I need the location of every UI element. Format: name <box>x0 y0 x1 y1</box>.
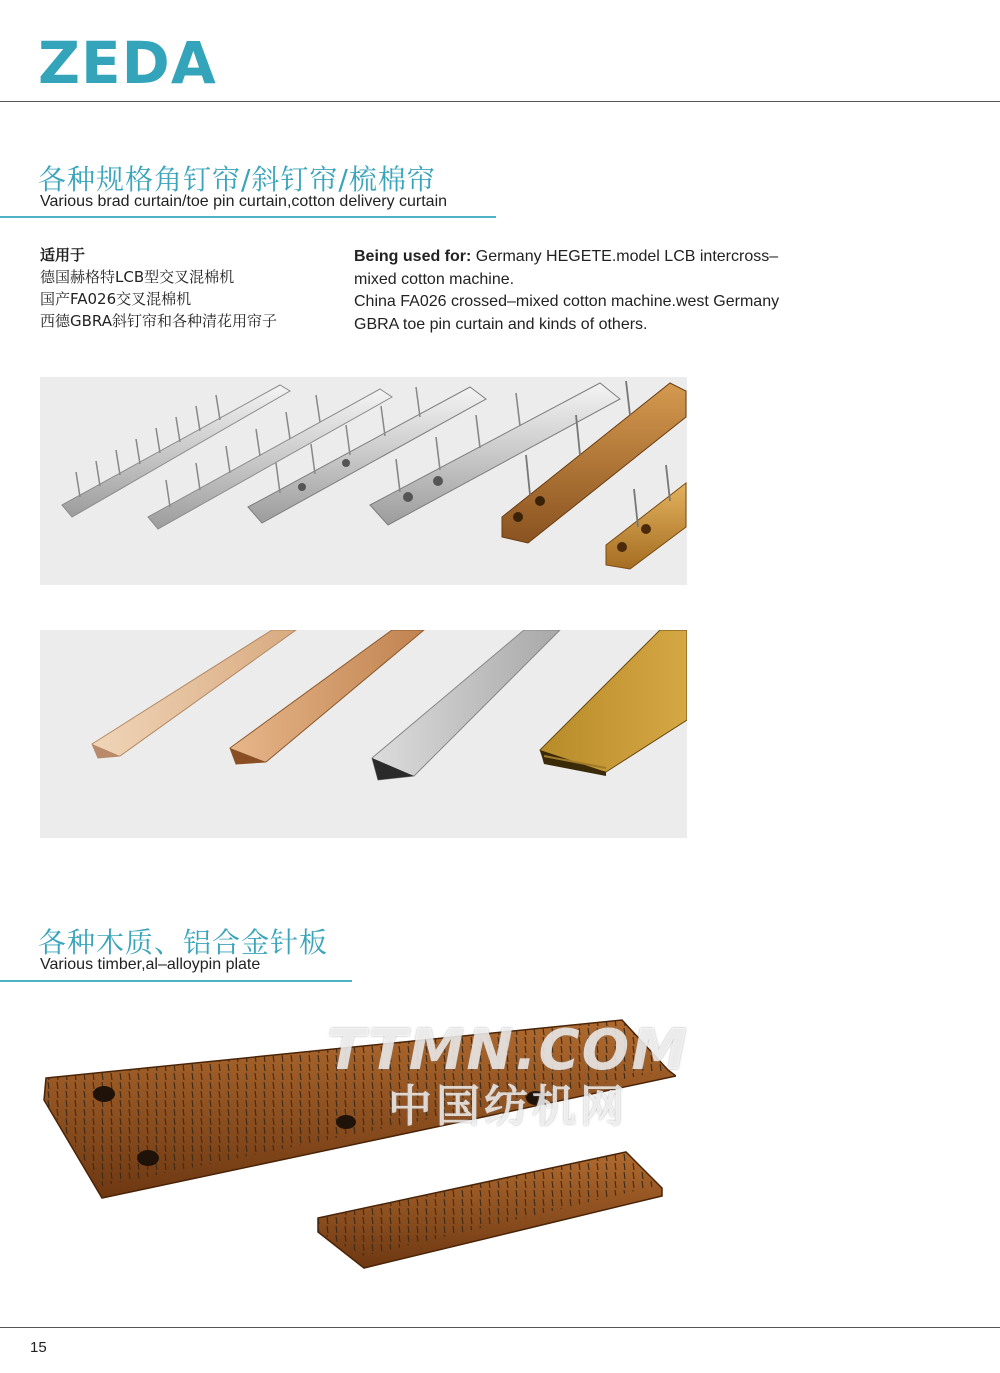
usage-english <box>354 246 854 336</box>
section2-title-en: Various timber,al–alloypin plate <box>40 956 261 973</box>
watermark <box>288 1020 728 1132</box>
usage-line-cn: 德国赫格特LCB型交叉混棉机 <box>40 268 235 286</box>
page-number: 15 <box>30 1339 47 1356</box>
usage-heading-cn: 适用于 <box>40 246 86 264</box>
footer-divider <box>0 1327 1000 1328</box>
usage-text-en: GBRA toe pin curtain and kinds of others. <box>354 315 648 333</box>
usage-line-cn: 国产FA026交叉混棉机 <box>40 290 192 308</box>
usage-text-en: China FA026 crossed–mixed cotton machine.west Germany <box>354 293 780 310</box>
section1-rule <box>0 216 496 218</box>
section1-title-en: Various brad curtain/toe pin curtain,cotton delivery curtain <box>40 193 448 210</box>
section2-rule <box>0 980 352 982</box>
brand-logo: ZEDA <box>38 29 217 97</box>
usage-text-en: Germany HEGETE.model LCB intercross– <box>471 248 779 265</box>
plain-slats-photo <box>40 630 687 838</box>
section1-title-cn: 各种规格角钉帘/斜钉帘/梳棉帘 <box>38 163 436 196</box>
header-divider <box>0 101 1000 102</box>
usage-label-en: Being used for: <box>354 248 472 265</box>
usage-chinese <box>40 244 340 332</box>
usage-line-cn: 西德GBRA斜钉帘和各种清花用帘子 <box>40 312 277 330</box>
watermark-domain: TTMN.COM <box>327 1018 689 1083</box>
section2-title-cn: 各种木质、铝合金针板 <box>38 926 329 959</box>
usage-text-en: mixed cotton machine. <box>354 270 515 288</box>
pinned-slats-photo <box>40 377 687 585</box>
watermark-name: 中国纺机网 <box>388 1081 628 1132</box>
